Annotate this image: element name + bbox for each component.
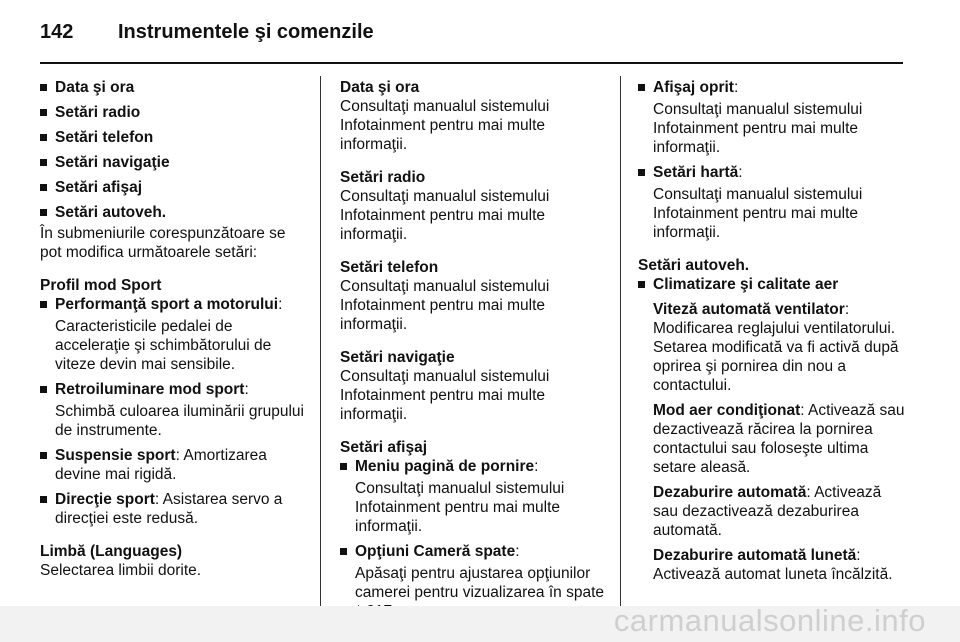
list-item: [40, 380, 310, 399]
item-description: Consultaţi manualul sistemului Infotainment pentru mai multe informaţii.: [653, 101, 863, 156]
menu-item: Setări telefon: [40, 128, 310, 147]
column-divider: [320, 76, 321, 606]
entry-label: Dezaburire automată lunetă: [653, 547, 857, 564]
entry-label: Dezaburire automată: [653, 484, 807, 501]
section-heading: Setări autoveh.: [638, 257, 750, 274]
entry-text: : Activează sau dezactivează răcirea la pornirea contactului sau foloseşte ultima setare aleasă.: [653, 402, 905, 476]
item-sep: : Asistarea servo a direcţiei este redusă.: [55, 491, 283, 527]
list-item: Climatizare şi calitate aer: [638, 275, 908, 294]
section-text: Selectarea limbii dorite.: [40, 562, 202, 579]
menu-item: Setări radio: [40, 103, 310, 122]
section-heading: Profil mod Sport: [40, 277, 162, 294]
item-label: Retroiluminare mod sport: [55, 381, 245, 398]
header-rule: [40, 62, 903, 64]
item-sep: :: [738, 164, 743, 181]
item-label: Suspensie sport: [55, 447, 176, 464]
section-heading: Setări telefon: [340, 259, 439, 276]
page-title: Instrumentele şi comenzile: [118, 20, 374, 43]
watermark: carmanualsonline.info: [613, 603, 926, 638]
list-item: [340, 457, 612, 476]
entry-label: Mod aer condiţionat: [653, 402, 801, 419]
column-right: [638, 78, 908, 584]
climate-entry: [638, 546, 908, 584]
item-label: Setări hartă: [653, 164, 739, 181]
item-sep: :: [515, 543, 520, 560]
entry-text: :: [856, 547, 861, 564]
section-heading: Setări navigaţie: [340, 349, 455, 366]
climate-entry: [638, 300, 908, 395]
entry-text-continued: Activează automat luneta încălzită.: [653, 566, 893, 583]
section-heading: Setări radio: [340, 169, 426, 186]
item-label: Meniu pagină de pornire: [355, 458, 535, 475]
menu-item: Setări navigaţie: [40, 153, 310, 172]
intro-text: În submeniurile corespunzătoare se pot modifica următoarele setări:: [40, 225, 286, 261]
list-item: [638, 78, 908, 97]
section-heading: Setări afişaj: [340, 439, 428, 456]
item-sep: :: [244, 381, 249, 398]
climate-entry: [638, 483, 908, 540]
column-left: [40, 78, 310, 580]
entry-label: Viteză automată ventilator: [653, 301, 845, 318]
section-text: Consultaţi manualul sistemului Infotainment pentru mai multe informaţii.: [340, 278, 550, 333]
list-item: [40, 295, 310, 314]
item-sep: :: [733, 79, 739, 96]
menu-item: Data şi ora: [40, 78, 310, 97]
list-item: [340, 542, 612, 561]
item-description: Consultaţi manualul sistemului Infotainment pentru mai multe informaţii.: [355, 480, 565, 535]
section-heading: Data şi ora: [340, 79, 420, 96]
item-description: Schimbă culoarea iluminării grupului de instrumente.: [55, 403, 304, 439]
section-text: Consultaţi manualul sistemului Infotainment pentru mai multe informaţii.: [340, 98, 550, 153]
page-number: 142: [40, 20, 74, 43]
list-item: [40, 490, 310, 528]
item-sep: : Amortizarea devine mai rigidă.: [55, 447, 267, 483]
item-description: Caracteristicile pedalei de acceleraţie şi schimbătorului de viteze devin mai sensibile.: [55, 318, 272, 373]
list-item: [638, 163, 908, 182]
item-label: Afişaj oprit: [653, 79, 734, 96]
entry-text: : Activează sau dezactivează dezaburirea automată.: [653, 484, 882, 539]
entry-text-continued: Modificarea reglajului ventilatorului. Setarea modificată va fi activă după oprirea şi pornirea din nou a contactului.: [653, 320, 899, 394]
column-divider: [620, 76, 621, 606]
column-middle: [340, 78, 612, 622]
section-text: Consultaţi manualul sistemului Infotainment pentru mai multe informaţii.: [340, 188, 550, 243]
item-sep: :: [278, 296, 283, 313]
item-description-text: Apăsaţi pentru ajustarea opţiunilor camerei pentru vizualizarea în spate: [355, 565, 604, 601]
item-label: Direcţie sport: [55, 491, 155, 508]
climate-entry: [638, 401, 908, 477]
section-heading: Limbă (Languages): [40, 543, 183, 560]
section-text: Consultaţi manualul sistemului Infotainment pentru mai multe informaţii.: [340, 368, 550, 423]
list-item: [40, 446, 310, 484]
page-header: [40, 14, 374, 50]
menu-item: Setări autoveh.: [40, 203, 310, 222]
menu-item: Setări afişaj: [40, 178, 310, 197]
item-label: Opţiuni Cameră spate: [355, 543, 516, 560]
item-sep: :: [534, 458, 539, 475]
entry-text: :: [844, 301, 850, 318]
item-label: Performanţă sport a motorului: [55, 296, 279, 313]
item-description: Consultaţi manualul sistemului Infotainment pentru mai multe informaţii.: [653, 186, 863, 241]
